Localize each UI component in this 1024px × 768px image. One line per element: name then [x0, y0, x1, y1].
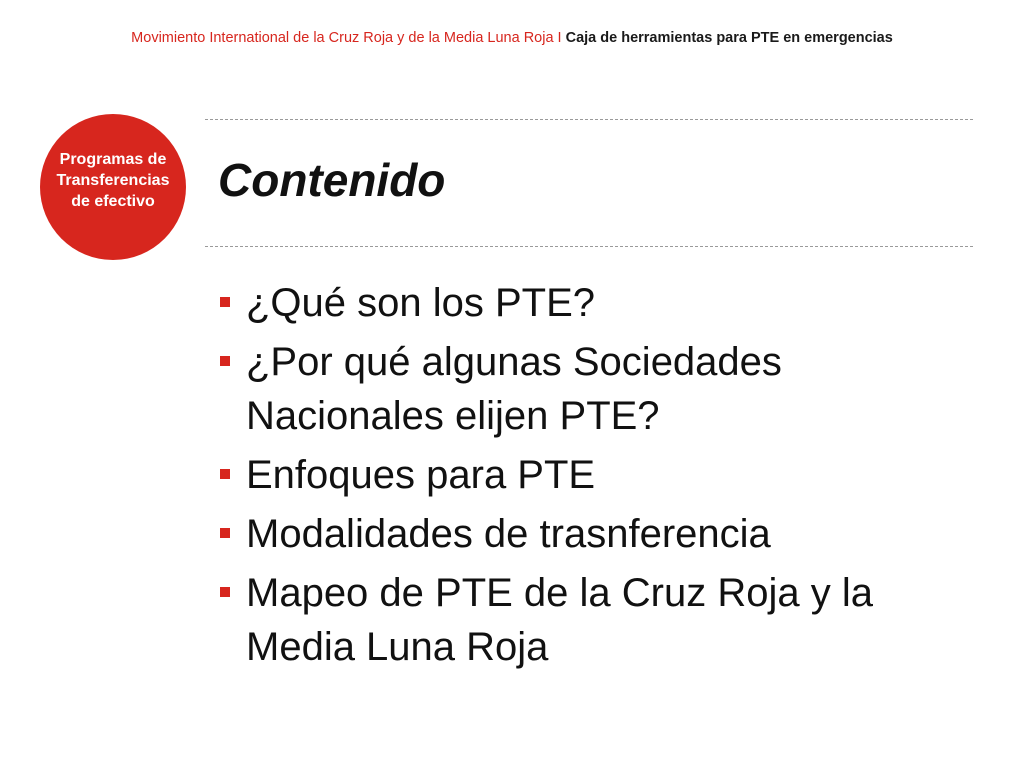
header-toolkit-title: Caja de herramientas para PTE en emergencias: [565, 30, 893, 46]
section-badge-text: [40, 149, 186, 212]
bullet-square-icon: [220, 587, 230, 597]
header-organization: Movimiento International de la Cruz Roja y de la Media Luna Roja: [131, 30, 554, 46]
content-item-text: Enfoques para PTE: [246, 453, 596, 497]
content-item: [218, 335, 988, 443]
content-list: [218, 276, 988, 679]
content-item: [218, 276, 988, 330]
content-item-text: Mapeo de PTE de la Cruz Roja y la Media Luna Roja: [246, 571, 873, 669]
title-rule-top: [205, 119, 973, 120]
slide-title: Contenido: [218, 154, 446, 206]
section-badge-line: Programas de: [59, 150, 167, 168]
bullet-square-icon: [220, 356, 230, 366]
header-separator: I: [557, 30, 562, 46]
content-item-text: ¿Qué son los PTE?: [246, 281, 596, 325]
content-item: [218, 448, 988, 502]
slide-header: [0, 29, 1024, 47]
section-badge-line: Transferencias: [56, 171, 170, 189]
content-item-text: ¿Por qué algunas Sociedades Nacionales elijen PTE?: [246, 340, 782, 438]
section-badge-line: de efectivo: [71, 192, 155, 210]
section-badge: [40, 114, 186, 260]
content-item: [218, 566, 988, 674]
bullet-square-icon: [220, 528, 230, 538]
bullet-square-icon: [220, 297, 230, 307]
content-item-text: Modalidades de trasnferencia: [246, 512, 771, 556]
title-rule-bottom: [205, 246, 973, 247]
bullet-square-icon: [220, 469, 230, 479]
content-item: [218, 507, 988, 561]
